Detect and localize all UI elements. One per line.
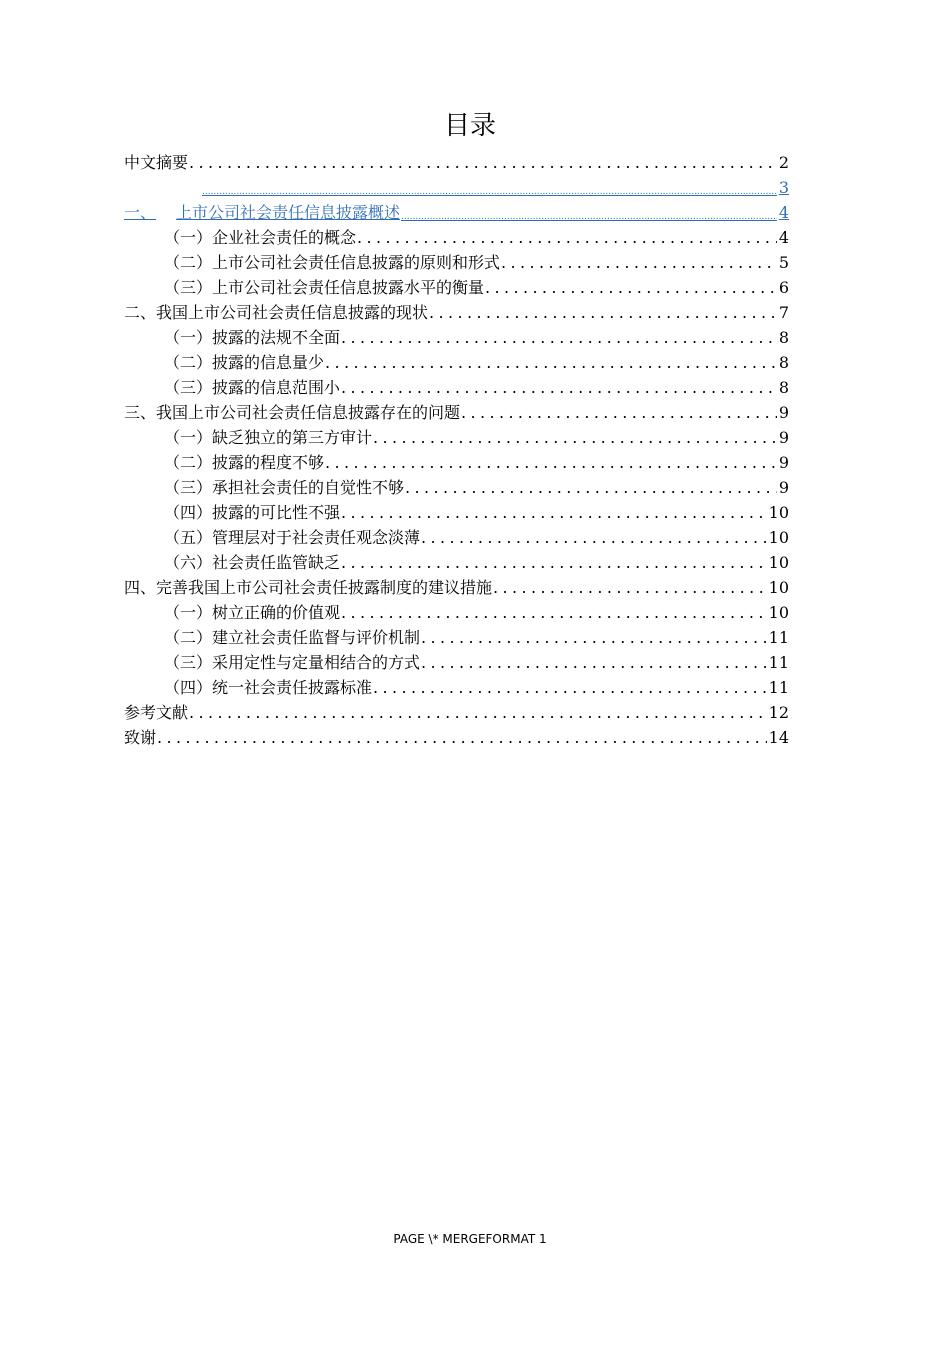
toc-dot-leader [189, 700, 767, 725]
toc-dot-leader [421, 525, 767, 550]
toc-entry-label: （一）披露的法规不全面 [164, 328, 341, 347]
toc-dot-leader [373, 425, 777, 450]
toc-entry-label [124, 200, 400, 225]
toc-page-number: 8 [778, 353, 789, 372]
toc-dot-leader [357, 225, 777, 250]
toc-entry-3-6[interactable] [124, 550, 789, 575]
toc-dot-leader [325, 450, 777, 475]
toc-entry-chapter-2[interactable] [124, 300, 789, 325]
toc-entry-3-3[interactable] [124, 475, 789, 500]
toc-dot-leader [429, 300, 777, 325]
toc-entry-4-2[interactable] [124, 625, 789, 650]
toc-page-number: 5 [778, 253, 789, 272]
toc-entry-label: （四）统一社会责任披露标准 [164, 678, 373, 697]
toc-dot-leader [341, 550, 767, 575]
toc-page-number: 10 [768, 503, 789, 522]
toc-page-number: 8 [778, 378, 789, 397]
toc-dot-leader [157, 725, 767, 750]
toc-entry-label: （五）管理层对于社会责任观念淡薄 [164, 528, 421, 547]
toc-entry-label: （三）披露的信息范围小 [164, 378, 341, 397]
toc-entry-label: （二）披露的信息量少 [164, 353, 325, 372]
toc-entry-3-1[interactable] [124, 425, 789, 450]
toc-entry-1-1[interactable] [124, 225, 789, 250]
toc-entry-label: （三）采用定性与定量相结合的方式 [164, 653, 421, 672]
toc-page-number: 10 [768, 603, 789, 622]
toc-page-number: 6 [778, 278, 789, 297]
toc-page-number: 4 [778, 228, 789, 247]
toc-page-number: 4 [778, 203, 789, 222]
toc-entry-label: （二）上市公司社会责任信息披露的原则和形式 [164, 253, 501, 272]
toc-entry-label: （二）建立社会责任监督与评价机制 [164, 628, 421, 647]
toc-page-number: 11 [768, 653, 789, 672]
page-footer-field-code: PAGE \* MERGEFORMAT 1 [393, 1232, 547, 1246]
toc-entry-chapter-4[interactable] [124, 575, 789, 600]
toc-dot-leader [341, 325, 777, 350]
toc-entry-number: 一、 [124, 203, 157, 222]
toc-page-number: 10 [768, 553, 789, 572]
toc-dot-leader [341, 375, 777, 400]
toc-page-number: 12 [768, 703, 789, 722]
toc-entry-heading: 上市公司社会责任信息披露概述 [176, 203, 401, 222]
toc-entry-label: （四）披露的可比性不强 [164, 503, 341, 522]
toc-dot-leader [493, 575, 767, 600]
toc-entry-4-3[interactable] [124, 650, 789, 675]
toc-dot-leader [485, 275, 777, 300]
toc-entry-label: 四、完善我国上市公司社会责任披露制度的建议措施 [124, 578, 493, 597]
toc-page-number: 11 [768, 678, 789, 697]
toc-page-number: 10 [768, 578, 789, 597]
toc-entry-label: （六）社会责任监管缺乏 [164, 553, 341, 572]
toc-entry-2-3[interactable] [124, 375, 789, 400]
toc-page-number: 9 [778, 428, 789, 447]
toc-dot-leader [189, 150, 777, 175]
toc-entry-label: （一）缺乏独立的第三方审计 [164, 428, 373, 447]
toc-dot-leader [341, 500, 767, 525]
toc-dot-leader [405, 475, 777, 500]
toc-entry-references[interactable] [124, 700, 789, 725]
toc-entry-chapter-3[interactable] [124, 400, 789, 425]
toc-entry-3-4[interactable] [124, 500, 789, 525]
toc-dot-leader [501, 250, 777, 275]
toc-dot-leader [373, 675, 767, 700]
toc-entry-chapter-1[interactable] [124, 200, 789, 225]
toc-dot-leader [421, 650, 767, 675]
toc-entry-label: 中文摘要 [124, 153, 189, 172]
toc-page-number: 14 [768, 728, 789, 747]
toc-dot-leader [421, 625, 767, 650]
toc-dot-leader [401, 209, 777, 225]
toc-entry-label: （一）树立正确的价值观 [164, 603, 341, 622]
toc-dot-leader [461, 400, 777, 425]
toc-entry-acknowledgements[interactable] [124, 725, 789, 750]
toc-entry-label: （二）披露的程度不够 [164, 453, 325, 472]
toc-page-number: 11 [768, 628, 789, 647]
toc-page-number: 3 [778, 178, 789, 197]
toc-page-number: 8 [778, 328, 789, 347]
toc-entry-4-4[interactable] [124, 675, 789, 700]
toc-entry-3-5[interactable] [124, 525, 789, 550]
toc-page-number: 9 [778, 403, 789, 422]
page-title: 目录 [443, 111, 496, 141]
toc-entry-1-2[interactable] [124, 250, 789, 275]
toc-entry-1-3[interactable] [124, 275, 789, 300]
toc-entry-hyperlink-blank[interactable] [124, 175, 789, 200]
toc-entry-2-2[interactable] [124, 350, 789, 375]
toc-entry-4-1[interactable] [124, 600, 789, 625]
toc-entry-abstract[interactable] [124, 150, 789, 175]
table-of-contents [124, 150, 789, 750]
toc-entry-label: 三、我国上市公司社会责任信息披露存在的问题 [124, 403, 461, 422]
toc-dot-leader [341, 600, 767, 625]
toc-entry-label: 致谢 [124, 728, 157, 747]
toc-entry-label: （三）承担社会责任的自觉性不够 [164, 478, 405, 497]
toc-page-number: 9 [778, 453, 789, 472]
toc-page-number: 10 [768, 528, 789, 547]
toc-dot-leader [325, 350, 777, 375]
toc-entry-label: （一）企业社会责任的概念 [164, 228, 357, 247]
toc-page-number: 7 [778, 303, 789, 322]
toc-entry-2-1[interactable] [124, 325, 789, 350]
toc-page-number: 2 [778, 153, 789, 172]
toc-entry-3-2[interactable] [124, 450, 789, 475]
toc-entry-label: （三）上市公司社会责任信息披露水平的衡量 [164, 278, 485, 297]
toc-dot-leader [202, 184, 777, 200]
toc-entry-label: 二、我国上市公司社会责任信息披露的现状 [124, 303, 429, 322]
toc-entry-label: 参考文献 [124, 703, 189, 722]
toc-page-number: 9 [778, 478, 789, 497]
